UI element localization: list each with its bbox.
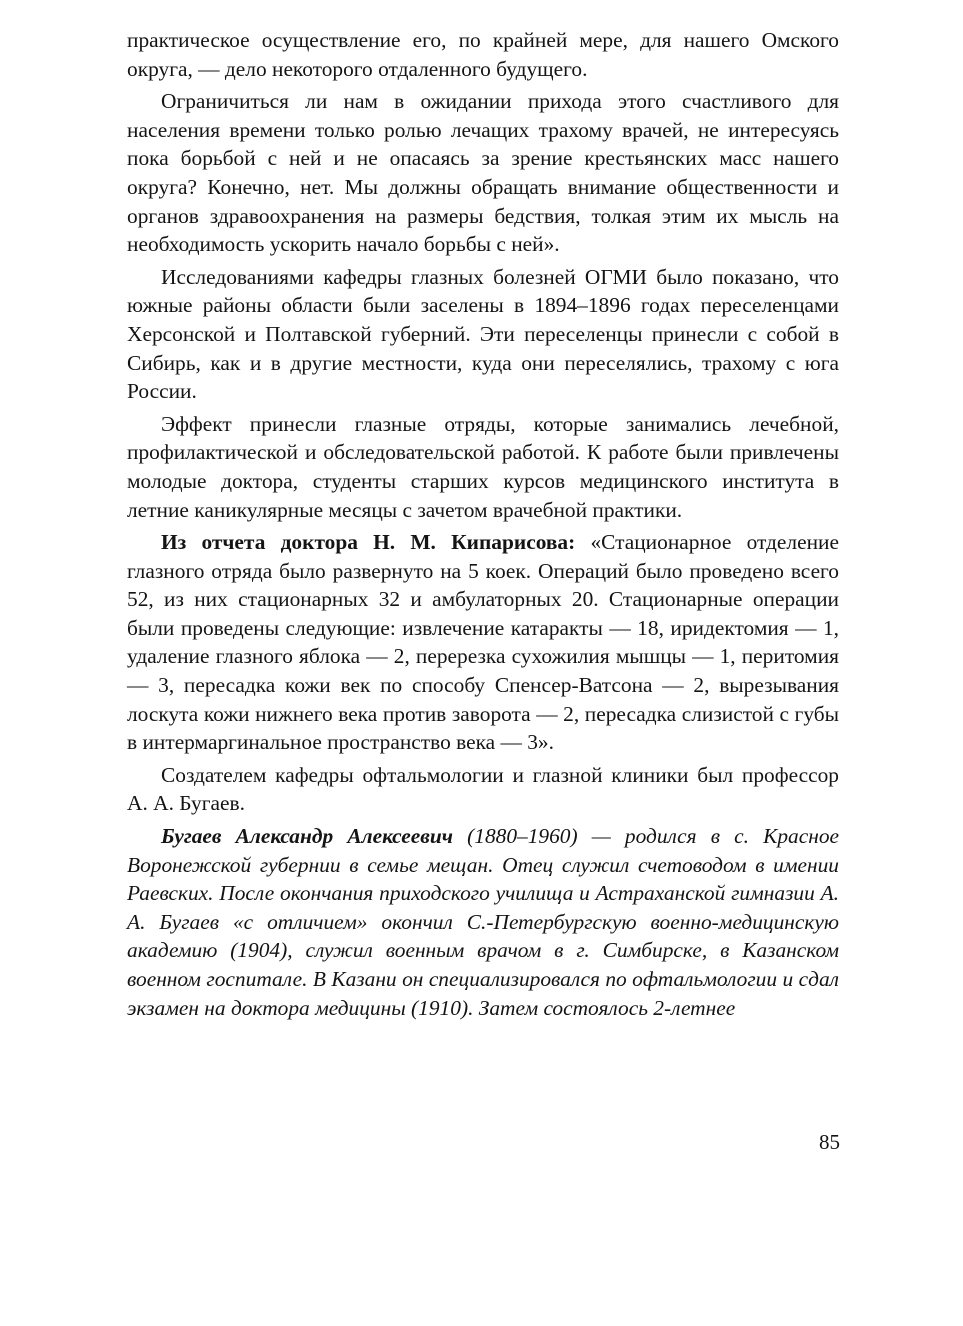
paragraph-department-founder: Создателем кафедры офтальмологии и глазной клиники был профессор А. А. Бугаев. <box>127 762 839 816</box>
report-heading: Из отчета доктора Н. М. Кипарисова: <box>161 530 576 555</box>
paragraph-bugaev-biography <box>127 822 839 1022</box>
biography-name: Бугаев Александр Алексеевич <box>161 824 453 849</box>
paragraph-research-findings: Исследованиями кафедры глазных болезней ОГМИ было показано, что южные районы области были заселены в 1894–1896 годах переселенцами Херсонской и Полтавской губерний. Эти переселенцы принесли с собой в Сибирь, как и в другие местности, куда они переселялись, трахому с юга России. <box>127 264 839 404</box>
paragraph-kiparisov-report <box>127 528 839 757</box>
report-text: «Стационарное отделение глазного отряда было развернуто на 5 коек. Операций было проведено всего 52, из них стационарных 32 и амбулаторных 20. Стационарные операции были проведены следующие: извлечение катаракты — 18, иридектомия — 1, удаление глазного яблока — 2, перерезка сухожилия мышцы — 1, перитомия — 3, пересадка кожи век по способу Спенсер-Ватсона — 2, вырезывания лоскута кожи нижнего века против заворота — 2, пересадка слизистой с губы в интермаргинальное пространство века — 3». <box>127 530 839 755</box>
page-number: 85 <box>819 1130 840 1154</box>
paragraph-quote-conclusion: Ограничиться ли нам в ожидании прихода этого счастливого для населения времени только ролью лечащих трахому врачей, не интересуясь пока борьбой с ней и не опасаясь за зрение крестьянских масс нашего округа? Конечно, нет. Мы должны обращать внимание общественности и органов здравоохранения на размеры бедствия, толкая этим их мысль на необходимость ускорить начало борьбы с ней». <box>127 89 839 257</box>
paragraph-eye-teams: Эффект принесли глазные отряды, которые занимались лечебной, профилактической и обследовательской работой. К работе были привлечены молодые доктора, студенты старших курсов медицинского института в летние каникулярные месяцы с зачетом врачебной практики. <box>127 411 839 522</box>
paragraph-continued-quote: практическое осуществление его, по крайней мере, для нашего Омского округа, — дело некоторого отдаленного будущего. <box>127 28 839 81</box>
biography-text: (1880–1960) — родился в с. Красное Воронежской губернии в семье мещан. Отец служил счетоводом в имении Раевских. После окончания приходского училища и Астраханской гимназии А. А. Бугаев «с отличием» окончил С.-Петербургскую военно-медицинскую академию (1904), служил военным врачом в г. Симбирске, в Казанском военном госпитале. В Казани он специализировался по офтальмологии и сдал экзамен на доктора медицины (1910). Затем состоялось 2-летнее <box>127 824 840 1020</box>
page-body-text <box>127 26 839 1026</box>
